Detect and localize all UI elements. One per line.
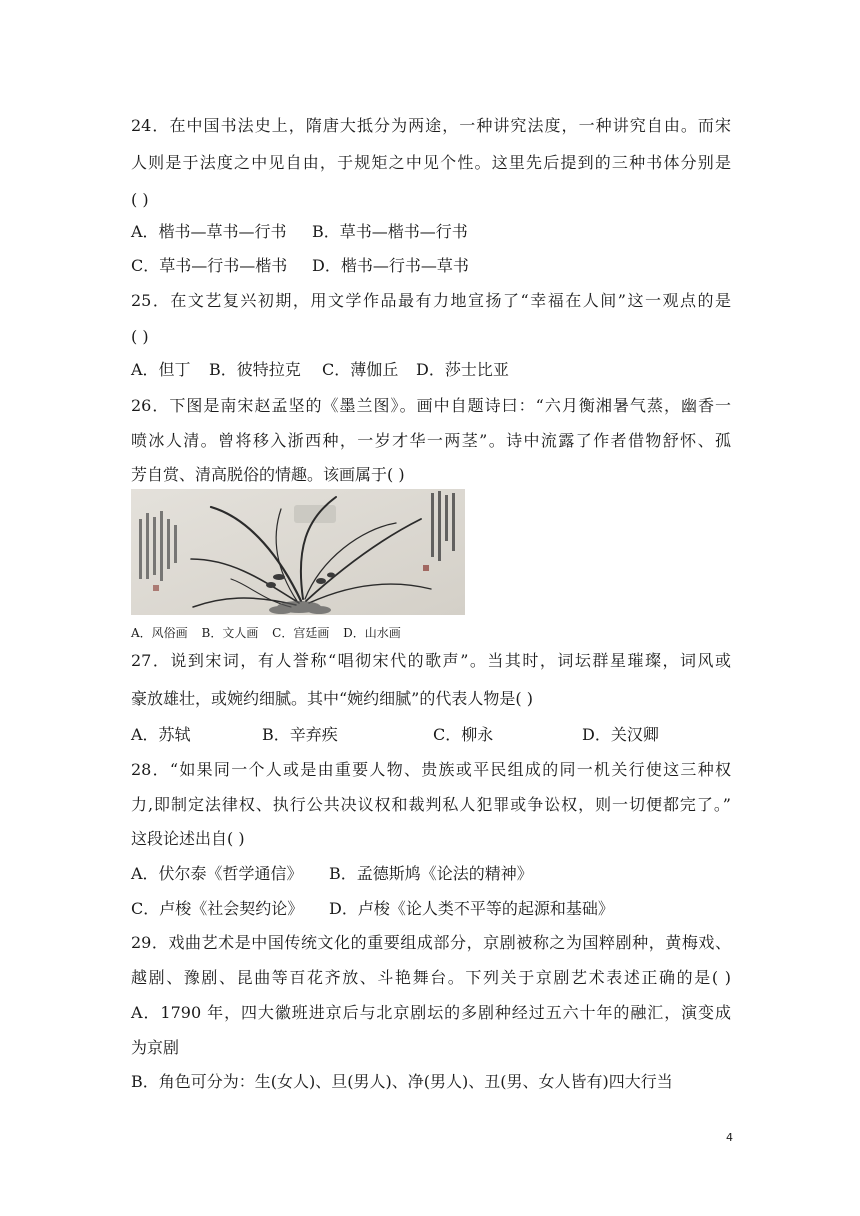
- q25-options: [131, 360, 509, 380]
- q26-stem-line3: 芳自赏、清高脱俗的情趣。该画属于( ): [131, 465, 405, 484]
- q24-stem-line1: 24．在中国书法史上，隋唐大抵分为两途，一种讲究法度，一种讲究自由。而宋: [131, 116, 731, 135]
- q24-option-a: A．楷书—草书—行书: [131, 222, 287, 241]
- q28-option-a: A．伏尔泰《哲学通信》: [131, 864, 303, 883]
- q26-stem-line1: 26．下图是南宋赵孟坚的《墨兰图》。画中自题诗曰：“六月衡湘暑气蒸，幽香一: [131, 396, 731, 415]
- q25-answer-blank: ( ): [131, 327, 149, 346]
- q26-option-c: C．宫廷画: [272, 626, 330, 640]
- q28-stem-line1: 28．“如果同一个人或是由重要人物、贵族或平民组成的同一机关行使这三种权: [131, 760, 731, 779]
- q24-option-c: C．草书—行书—楷书: [131, 256, 288, 275]
- q28-options-row1: [131, 864, 533, 884]
- q26-option-b: B．文人画: [201, 626, 259, 640]
- q27-option-a: A．苏轼: [131, 725, 191, 744]
- q29-option-b: B．角色可分为：生(女人)、旦(男人)、净(男人)、丑(男、女人皆有)四大行当: [131, 1072, 673, 1091]
- q29-stem-line2: 越剧、豫剧、昆曲等百花齐放、斗艳舞台。下列关于京剧艺术表述正确的是( ): [131, 968, 731, 987]
- q24-option-d: D．楷书—行书—草书: [312, 256, 469, 275]
- q29-option-a-line2: 为京剧: [131, 1038, 180, 1057]
- page-number: 4: [726, 1131, 733, 1144]
- ink-orchid-painting: [131, 489, 465, 615]
- q24-options-row2: [131, 256, 469, 276]
- q29-option-a-line1: A．1790 年，四大徽班进京后与北京剧坛的多剧种经过五六十年的融汇，演变成: [131, 1003, 731, 1022]
- q26-option-a: A．风俗画: [131, 626, 188, 640]
- q25-option-b: B．彼特拉克: [209, 360, 301, 379]
- q27-option-c: C．柳永: [433, 725, 494, 744]
- q28-stem-line3: 这段论述出自( ): [131, 829, 245, 848]
- q27-option-b: B．辛弃疾: [262, 725, 338, 744]
- q25-option-d: D．莎士比亚: [416, 360, 509, 379]
- q26-options: [131, 625, 411, 641]
- q27-stem-line2: 豪放雄壮，或婉约细腻。其中“婉约细腻”的代表人物是( ): [131, 689, 533, 708]
- q27-options: [131, 725, 659, 745]
- q26-stem-line2: 喷冰人清。曾将移入浙西种，一岁才华一两茎”。诗中流露了作者借物舒怀、孤: [131, 431, 731, 450]
- q28-option-d: D．卢梭《论人类不平等的起源和基础》: [329, 899, 614, 918]
- q29-stem-line1: 29．戏曲艺术是中国传统文化的重要组成部分，京剧被称之为国粹剧种，黄梅戏、: [131, 933, 731, 952]
- q25-option-a: A．但丁: [131, 360, 191, 379]
- q27-option-d: D．关汉卿: [582, 725, 659, 744]
- q24-stem-line2: 人则是于法度之中见自由，于规矩之中见个性。这里先后提到的三种书体分别是: [131, 153, 731, 172]
- q28-option-c: C．卢梭《社会契约论》: [131, 899, 304, 918]
- q26-option-d: D．山水画: [343, 626, 401, 640]
- q27-stem-line1: 27．说到宋词，有人誉称“唱彻宋代的歌声”。当其时，词坛群星璀璨，词风或: [131, 651, 731, 670]
- q25-option-c: C．薄伽丘: [322, 360, 399, 379]
- q28-stem-line2: 力,即制定法律权、执行公共决议权和裁判私人犯罪或争讼权，则一切便都完了。”: [131, 795, 731, 814]
- q24-answer-blank: ( ): [131, 190, 149, 209]
- q28-option-b: B．孟德斯鸠《论法的精神》: [329, 864, 533, 883]
- q24-option-b: B．草书—楷书—行书: [312, 222, 468, 241]
- q28-options-row2: [131, 899, 614, 919]
- q25-stem-line1: 25．在文艺复兴初期，用文学作品最有力地宣扬了“幸福在人间”这一观点的是: [131, 291, 731, 310]
- q24-options-row1: [131, 222, 468, 242]
